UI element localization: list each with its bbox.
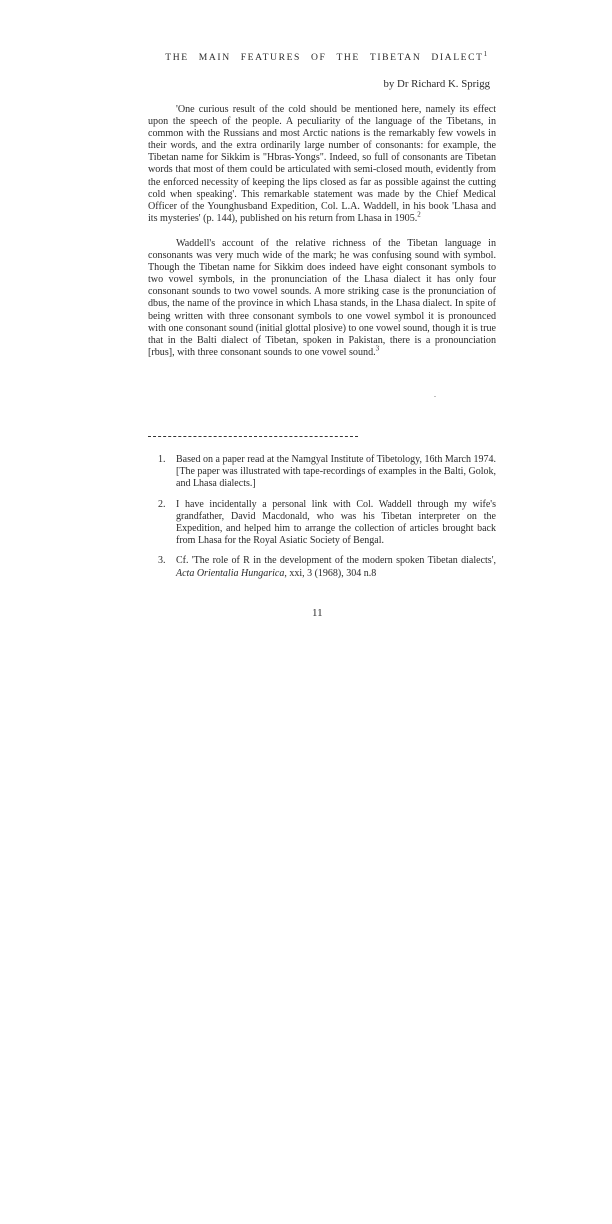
title-word: OF: [310, 52, 327, 63]
footnote-mark-3: 3: [375, 344, 380, 353]
title-word: THE: [336, 52, 360, 63]
article-title: [148, 49, 496, 63]
footnote-separator: [148, 436, 358, 437]
footnote-number: 3.: [158, 555, 166, 567]
footnote-3: [148, 555, 496, 579]
footnote-number: 1.: [158, 454, 166, 465]
title-word: FEATURES: [240, 52, 301, 63]
footnote-number: 2.: [158, 498, 166, 510]
footnote-mark-2: 2: [417, 210, 421, 219]
footnote-2: [148, 499, 496, 548]
footnote-1: [148, 454, 496, 491]
footnote-text: I have incidentally a personal link with Col. Waddell through my wife's grandfather, David Macdonald, who was his Tibetan interpreter on the Expedition, and helped him to arrange the collection of articles brought back from Lhasa for the Royal Asiatic Society of Bengal.: [176, 498, 496, 547]
title-word: TIBETAN: [369, 52, 422, 63]
paragraph-1: 'One curious result of the cold should be mentioned here, namely its effect upon the speech of the people. A peculiarity of the language of the Tibetans, in common with the Russians and most Arctic nations is the remarkably few vowels in their words, and the extra ordinarily large number of consonants: for example, the Tibetan name for Sikkim is "Hbras-Yongs". Indeed, so full of consonants are Tibetan words that most of them could be articulated with semi-closed mouth, evidently from the enforced necessity of keeping the lips closed as far as possible against the cutting cold when speaking'. This remarkable statement was made by the Chief Medical Officer of the Younghusband Expedition, Col. L.A. Waddell, in his book 'Lhasa and its mysteries' (p. 144), published on his return from Lhasa in 1905.$^2$: [148, 104, 496, 224]
stray-dot: .: [434, 390, 436, 399]
footnote-text: Based on a paper read at the Namgyal Institute of Tibetology, 16th March 1974. [The paper was illustrated with tape-recordings of examples in the Balti, Golok, and Lhasa dialects.]: [176, 454, 496, 490]
document-page: [148, 49, 496, 619]
footnotes: [148, 454, 496, 588]
title-word: DIALECT$^1$: [431, 49, 489, 63]
title-word: MAIN: [198, 52, 231, 63]
title-word: THE: [165, 52, 189, 63]
page-number: 11: [312, 607, 323, 619]
author-line: by Dr Richard K. Sprigg: [383, 78, 490, 90]
footnote-text: Cf. 'The role of R in the development of the modern spoken Tibetan dialects', Acta Orientalia Hungarica, xxi, 3 (1968), 304 n.8: [176, 555, 496, 579]
footnote-mark-1: 1: [483, 49, 489, 58]
journal-title: Acta Orientalia Hungarica: [176, 567, 285, 579]
paragraph-2: Waddell's account of the relative richness of the Tibetan language in consonants was very much wide of the mark; he was confusing sound with symbol. Though the Tibetan name for Sikkim does indeed have eight consonant symbols to two vowel symbols, in the pronunciation of the Lhasa dialect it has only four consonant sounds to two vowel sounds. A more striking case is the pronunciation of dbus, the name of the province in which Lhasa stands, in the Lhasa dialect. In spite of being written with three consonant symbols to one vowel symbol it is pronounced with one consonant sound (initial glottal plosive) to one vowel sound, though it is true that in the Balti dialect of Tibetan, spoken in Pakistan, there is a pronounciation [rbus], with three consonant sounds to one vowel sound.$^3$: [148, 237, 496, 358]
